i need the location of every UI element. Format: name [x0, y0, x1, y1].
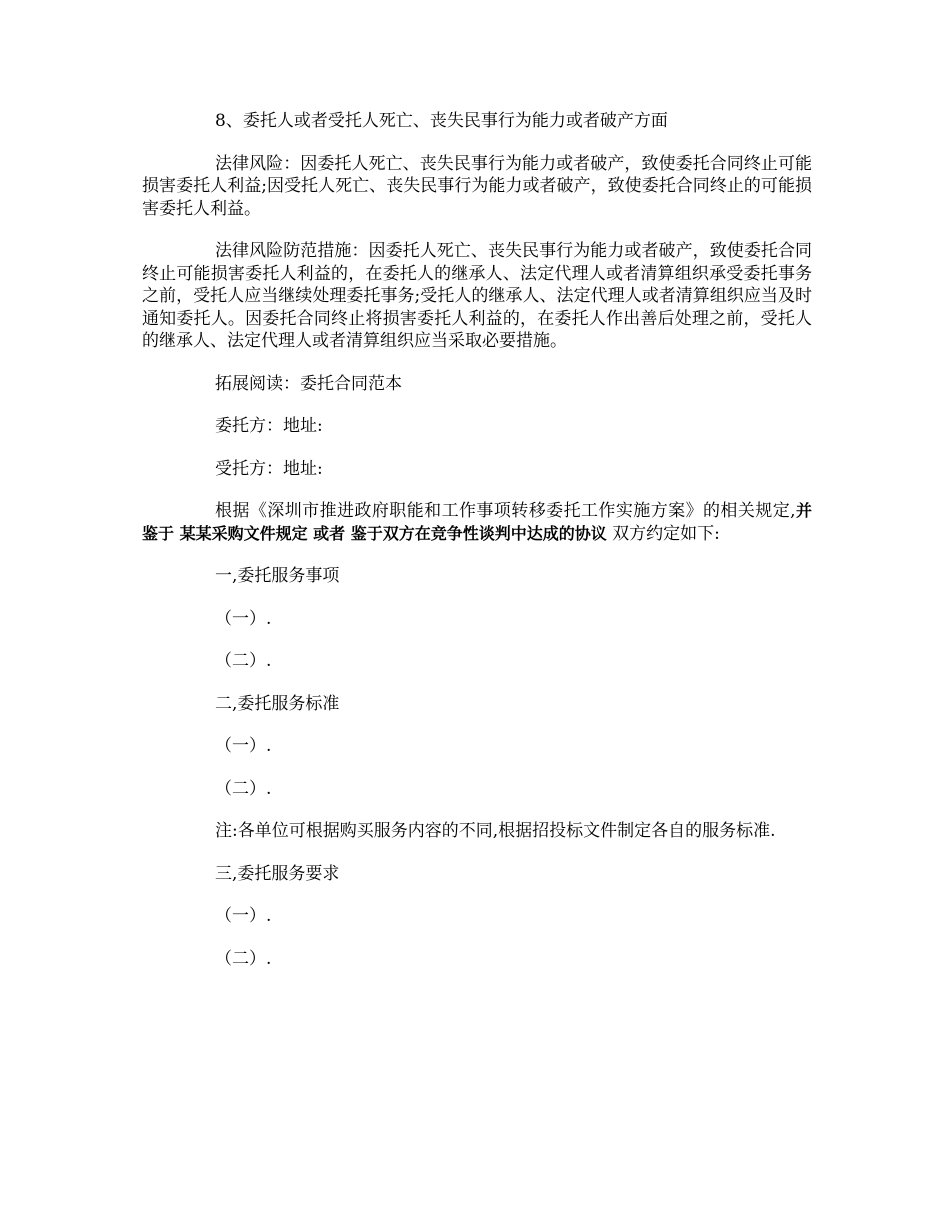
section-2-item-2: （二）. [215, 778, 272, 799]
section-2-title: 二,委托服务标准 [215, 693, 340, 714]
section-1-item-2: （二）. [215, 651, 272, 671]
section-1-title: 一,委托服务事项 [215, 566, 340, 586]
section-3-title: 三,委托服务要求 [215, 863, 340, 884]
extended-reading-title: 拓展阅读：委托合同范本 [215, 373, 402, 394]
contract-basis-paragraph [142, 500, 812, 545]
principal-address-line: 委托方：地址: [215, 416, 323, 436]
heading-death-incapacity-bankruptcy: 8、委托人或者受托人死亡、丧失民事行为能力或者破产方面 [215, 111, 668, 131]
section-1-item-1: （一）. [215, 608, 272, 629]
section-2-note: 注:各单位可根据购买服务内容的不同,根据招投标文件制定各自的服务标准. [215, 821, 776, 841]
section-3-item-2: （二）. [215, 948, 272, 969]
risk-prevention-paragraph: 法律风险防范措施：因委托人死亡、丧失民事行为能力或者破产，致使委托合同终止可能损害委托人利益的，在委托人的继承人、法定代理人或者清算组织承受委托事务之前，受托人应当继续处理委托事务;受托人的继承人、法定代理人或者清算组织应当及时通知委托人。因委托合同终止将损害委托人利益的，在委托人作出善后处理之前，受托人的继承人、法定代理人或者清算组织应当采取必要措施。 [142, 241, 812, 351]
document-body [142, 110, 812, 990]
basis-bold-text: 并鉴于 某某采购文件规定 或者 鉴于双方在竞争性谈判中达成的协议 [142, 501, 812, 543]
section-2-item-1: （一）. [215, 736, 272, 756]
section-3-item-1: （一）. [215, 906, 272, 926]
basis-tail-text: 双方约定如下: [606, 523, 720, 544]
legal-risk-paragraph: 法律风险：因委托人死亡、丧失民事行为能力或者破产，致使委托合同终止可能损害委托人利益;因受托人死亡、丧失民事行为能力或者破产，致使委托合同终止的可能损害委托人利益。 [142, 153, 812, 219]
agent-address-line: 受托方：地址: [215, 458, 323, 479]
basis-lead-text: 根据《深圳市推进政府职能和工作事项转移委托工作实施方案》的相关规定, [215, 501, 796, 521]
